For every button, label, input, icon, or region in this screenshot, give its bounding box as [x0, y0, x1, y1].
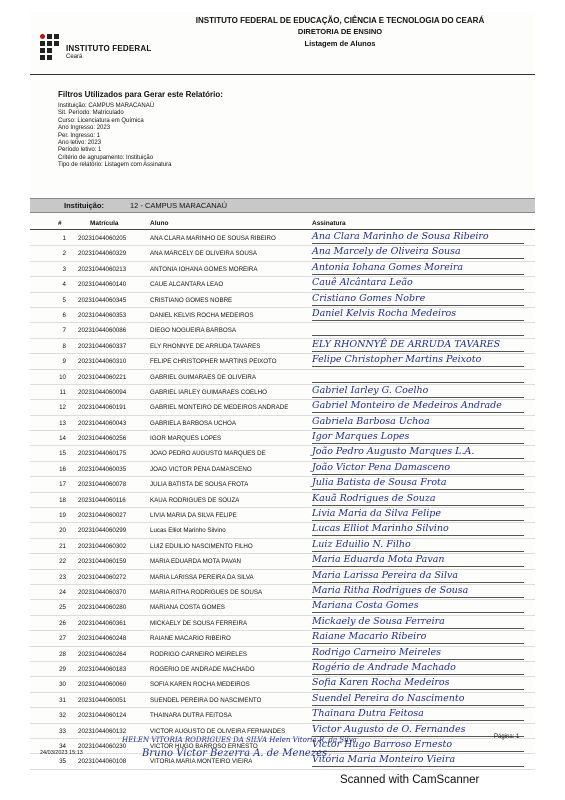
table-row: [30, 523, 535, 538]
row-student-name: GABRIEL GUIMARÃES DE OLIVEIRA: [150, 373, 257, 381]
row-signature: Thainara Dutra Feitosa: [312, 708, 424, 720]
signature-line: [312, 489, 524, 490]
table-row: [30, 693, 535, 708]
header-matricula: Matrícula: [90, 220, 119, 227]
filter-line: Ano letivo: 2023: [58, 140, 102, 147]
row-number: 3: [62, 265, 66, 273]
filter-line: Per. Ingresso: 1: [58, 132, 101, 139]
signature-line: [312, 582, 524, 583]
row-student-name: LUIZ EDUILIO NASCIMENTO FILHO: [150, 542, 253, 550]
table-row: [30, 462, 535, 477]
institution-group-bar: [30, 198, 535, 213]
row-matricula: 20231044060116: [78, 496, 126, 504]
row-student-name: JOÃO VICTOR PENA DAMASCENO: [150, 465, 252, 473]
row-number: 7: [62, 327, 66, 335]
row-matricula: 20231044060221: [78, 373, 127, 381]
table-row: [30, 677, 535, 692]
row-matricula: 20231044060124: [78, 712, 127, 720]
row-number: 8: [62, 342, 66, 350]
header-assinatura: Assinatura: [312, 220, 346, 227]
filter-line: Critério de agrupamento: Instituição: [58, 154, 154, 161]
row-matricula: 20231044060299: [78, 527, 127, 535]
row-signature: Kauã Rodrigues de Souza: [312, 492, 436, 504]
row-signature: Vitória Maria Monteiro Vieira: [312, 754, 456, 766]
row-number: 13: [59, 419, 66, 427]
row-matricula: 20231044060132: [78, 727, 127, 735]
row-signature: João Pedro Augusto Marques L.A.: [312, 446, 475, 458]
row-matricula: 20231044060302: [78, 542, 127, 550]
filter-line: Ano Ingresso: 2023: [58, 125, 111, 132]
signature-line: [312, 382, 524, 383]
row-signature: Mariana Costa Gomes: [312, 600, 419, 612]
row-signature: João Victor Pena Damasceno: [312, 461, 451, 473]
row-number: 23: [59, 573, 66, 581]
row-student-name: SOFIA KAREN ROCHA MEDEIROS: [150, 681, 250, 689]
table-row: [30, 370, 535, 385]
row-matricula: 20231044060086: [78, 327, 127, 335]
signature-line: [312, 366, 524, 367]
row-matricula: 20231044060078: [78, 481, 127, 489]
signature-line: [312, 612, 524, 613]
row-signature: Luiz Eduilio N. Filho: [312, 538, 411, 550]
row-number: 4: [62, 281, 66, 289]
row-number: 6: [62, 311, 66, 319]
row-number: 17: [59, 481, 66, 489]
print-date: 24/03/2023 15:13: [40, 750, 83, 756]
row-number: 32: [59, 712, 66, 720]
row-signature: Maria Ritha Rodrigues de Sousa: [312, 584, 469, 596]
row-number: 21: [59, 542, 66, 550]
table-row: [30, 416, 535, 431]
row-student-name: THAINARA DUTRA FEITOSA: [150, 712, 232, 720]
page-number: Página: 1: [494, 734, 520, 740]
row-matricula: 20231044060345: [78, 296, 127, 304]
row-student-name: CAUE ALCÂNTARA LEÃO: [150, 281, 224, 289]
signature-line: [312, 766, 524, 767]
table-row: [30, 493, 535, 508]
row-signature: Gabriela Barbosa Uchoa: [312, 415, 430, 427]
row-signature: Victor Augusto de O. Fernandes: [312, 723, 466, 735]
department-title: DIRETORIA DE ENSINO: [297, 27, 383, 36]
logo-mark: [40, 34, 62, 64]
row-number: 2: [62, 250, 66, 258]
signature-line: [312, 474, 524, 475]
row-student-name: DANIEL KELVIS ROCHA MEDEIROS: [150, 311, 254, 319]
row-number: 33: [59, 727, 66, 735]
extra-signature-line: Bruno Victor Bezerra A. de Menezes: [142, 748, 328, 759]
header-divider: [30, 74, 535, 75]
signature-line: [312, 335, 524, 336]
row-signature: Maria Eduarda Mota Pavan: [312, 554, 445, 566]
signature-line: [312, 505, 524, 506]
row-matricula: 20231044060353: [78, 311, 127, 319]
signature-line: [312, 720, 524, 721]
table-row: [30, 231, 535, 246]
row-number: 35: [59, 758, 66, 766]
table-row: [30, 431, 535, 446]
row-matricula: 20231044060248: [78, 635, 127, 643]
institution-label: Instituição:: [64, 201, 105, 210]
row-signature: Raiane Macario Ribeiro: [312, 631, 427, 643]
signature-line: [312, 535, 524, 536]
row-signature: Maria Larissa Pereira da Silva: [312, 569, 459, 581]
row-matricula: 20231044060213: [78, 265, 127, 273]
row-signature: Mickaely de Sousa Ferreira: [312, 615, 445, 627]
signature-line: [312, 689, 524, 690]
row-student-name: SUENDEL PEREIRA DO NASCIMENTO: [150, 696, 262, 704]
row-student-name: CRISTIANO GOMES NOBRE: [150, 296, 233, 304]
row-student-name: KAUÃ RODRIGUES DE SOUZA: [150, 496, 240, 504]
row-student-name: VICTOR HUGO BARROSO ERNESTO: [150, 742, 258, 750]
signature-line: [312, 443, 524, 444]
table-row: [30, 293, 535, 308]
table-row: [30, 277, 535, 292]
row-matricula: 20231044060035: [78, 465, 127, 473]
row-matricula: 20231044060159: [78, 558, 127, 566]
row-signature: Victor Hugo Barroso Ernesto: [312, 738, 453, 750]
table-row: [30, 446, 535, 461]
row-matricula: 20231044060230: [78, 742, 127, 750]
signature-line: [312, 289, 524, 290]
table-row: [30, 354, 535, 369]
row-student-name: MARIA LARISSA PEREIRA DA SILVA: [150, 573, 254, 581]
document-page: [30, 12, 535, 766]
row-number: 19: [59, 512, 66, 520]
row-matricula: 20231044060310: [78, 358, 127, 366]
report-title: Listagem de Alunos: [304, 39, 376, 48]
row-matricula: 20231044060051: [78, 696, 127, 704]
table-row: [30, 570, 535, 585]
row-signature: Felipe Christopher Martins Peixoto: [312, 354, 482, 366]
row-student-name: FELIPE CHRISTOPHER MARTINS PEIXOTO: [150, 358, 277, 366]
row-student-name: LIVIA MARIA DA SILVA FELIPE: [150, 512, 237, 520]
row-matricula: 20231044060329: [78, 250, 127, 258]
row-student-name: ROGÉRIO DE ANDRADE MACHADO: [150, 665, 255, 673]
row-number: 16: [59, 465, 66, 473]
table-row: [30, 246, 535, 261]
row-number: 27: [59, 635, 66, 643]
row-signature: ELY RHONNYÊ DE ARRUDA TAVARES: [312, 338, 501, 350]
filter-line: Sit. Período: Matriculado: [58, 110, 124, 117]
row-student-name: JOÃO PEDRO AUGUSTO MARQUES DE: [150, 450, 266, 458]
row-number: 5: [62, 296, 66, 304]
row-number: 30: [59, 681, 66, 689]
row-signature: Igor Marques Lopes: [312, 431, 410, 443]
signature-line: [312, 551, 524, 552]
institution-title: INSTITUTO FEDERAL DE EDUCAÇÃO, CIÊNCIA E TECNOLOGIA DO CEARÁ: [195, 16, 485, 25]
table-row: [30, 708, 535, 723]
row-matricula: 20231044060205: [78, 235, 127, 242]
signature-line: [312, 659, 524, 660]
signature-line: [312, 258, 524, 259]
row-student-name: ANA MARCELY DE OLIVEIRA SOUSA: [150, 250, 258, 258]
row-student-name: GABRIELA BARBOSA UCHOA: [150, 419, 236, 427]
row-matricula: 20231044060272: [78, 573, 127, 581]
row-matricula: 20231044060060: [78, 681, 127, 689]
row-student-name: MARIA RITHA RODRIGUES DE SOUSA: [150, 588, 263, 596]
row-number: 29: [59, 665, 66, 673]
row-student-name: GABRIEL IARLEY GUIMARÃES COELHO: [150, 388, 267, 396]
row-matricula: 20231044060280: [78, 604, 127, 612]
table-row: [30, 554, 535, 569]
row-number: 1: [62, 235, 66, 242]
row-number: 26: [59, 619, 66, 627]
table-row: [30, 662, 535, 677]
row-matricula: 20231044060027: [78, 512, 127, 520]
extra-signature-line: HELEN VITORIA RODRIGUES DA SILVA Helen Vitoria R. da Silva: [122, 736, 357, 744]
row-number: 10: [59, 373, 66, 381]
row-number: 22: [59, 558, 66, 566]
table-row: [30, 616, 535, 631]
row-student-name: MARIANA COSTA GOMES: [150, 604, 225, 612]
row-number: 20: [59, 527, 66, 535]
row-signature: Ana Marcely de Oliveira Sousa: [312, 246, 461, 258]
row-signature: Sofia Karen Rocha Medeiros: [312, 677, 450, 689]
signature-line: [312, 320, 524, 321]
filters-section: [58, 90, 498, 170]
signature-line: [312, 243, 524, 244]
row-number: 24: [59, 588, 66, 596]
row-number: 25: [59, 604, 66, 612]
row-signature: Antonia Iohana Gomes Moreira: [312, 261, 464, 273]
table-row: [30, 308, 535, 323]
table-row: [30, 647, 535, 662]
row-signature: Ana Clara Marinho de Sousa Ribeiro: [312, 231, 489, 242]
row-signature: Rodrigo Carneiro Meireles: [312, 646, 441, 658]
row-student-name: ANTONIA IOHANA GOMES MOREIRA: [150, 265, 258, 273]
table-row: [30, 508, 535, 523]
row-student-name: JULIA BATISTA DE SOUSA FROTA: [150, 481, 249, 489]
signature-line: [312, 520, 524, 521]
row-matricula: 20231044060191: [78, 404, 127, 412]
row-student-name: Lucas Elliot Marinho Silvino: [150, 527, 226, 535]
row-number: 31: [59, 696, 66, 704]
row-signature: Livia Maria da Silva Felipe: [312, 508, 441, 520]
row-matricula: 20231044060043: [78, 419, 127, 427]
row-matricula: 20231044060337: [78, 342, 127, 350]
signature-line: [312, 458, 524, 459]
row-student-name: RODRIGO CARNEIRO MEIRELES: [150, 650, 247, 658]
row-student-name: VITORIA MARIA MONTEIRO VIEIRA: [150, 758, 253, 766]
signature-line: [312, 428, 524, 429]
row-number: 9: [62, 358, 66, 366]
table-row: [30, 600, 535, 615]
row-student-name: GABRIEL MONTEIRO DE MEDEIROS ANDRADE: [150, 404, 289, 412]
row-matricula: 20231044060140: [78, 281, 127, 289]
signature-line: [312, 674, 524, 675]
signature-line: [312, 566, 524, 567]
row-signature: Cauê Alcântara Leão: [312, 277, 413, 289]
table-row: [30, 400, 535, 415]
row-matricula: 20231044060361: [78, 619, 127, 627]
institution-value: 12 - CAMPUS MARACANAÚ: [130, 201, 228, 210]
signature-line: [312, 397, 524, 398]
table-row: [30, 339, 535, 354]
row-student-name: MARIA EDUARDA MOTA PAVAN: [150, 558, 241, 566]
table-header: [30, 218, 535, 230]
row-number: 28: [59, 650, 66, 658]
row-number: 11: [59, 388, 66, 396]
row-number: 12: [59, 404, 66, 412]
table-row: [30, 539, 535, 554]
filter-line: Período letivo: 1: [58, 147, 102, 154]
table-row: [30, 631, 535, 646]
row-student-name: ELY RHONNYE DE ARRUDA TAVARES: [150, 342, 261, 350]
institution-logo: [40, 34, 150, 74]
filter-line: Tipo de relatório: Listagem com Assinatura: [58, 162, 172, 169]
row-matricula: 20231044060264: [78, 650, 127, 658]
filters-title: Filtros Utilizados para Gerar este Relatório:: [58, 90, 223, 99]
header-num: #: [58, 220, 62, 227]
table-row: [30, 585, 535, 600]
row-signature: Suendel Pereira do Nascimento: [312, 692, 465, 704]
row-signature: Lucas Elliot Marinho Silvino: [312, 523, 449, 535]
table-row: [30, 323, 535, 338]
table-row: [30, 262, 535, 277]
row-signature: Julia Batista de Sousa Frota: [312, 477, 447, 489]
row-number: 15: [59, 450, 66, 458]
signature-line: [312, 305, 524, 306]
signature-line: [312, 643, 524, 644]
row-student-name: IGOR MARQUES LOPES: [150, 435, 222, 443]
row-number: 18: [59, 496, 66, 504]
signature-line: [312, 412, 524, 413]
logo-name: INSTITUTO FEDERAL: [66, 44, 152, 53]
signature-line: [312, 597, 524, 598]
row-student-name: VICTOR AUGUSTO DE OLIVEIRA FERNANDES: [150, 727, 286, 735]
row-matricula: 20231044060183: [78, 665, 127, 673]
row-signature: Gabriel Iarley G. Coelho: [312, 384, 429, 396]
row-signature: Daniel Kelvis Rocha Medeiros: [312, 307, 457, 319]
row-student-name: RAIANE MACARIO RIBEIRO: [150, 635, 231, 643]
filter-line: Curso: Licenciatura em Química: [58, 117, 144, 124]
table-row: [30, 477, 535, 492]
logo-subtitle: Ceará: [66, 54, 83, 60]
row-student-name: ANA CLARA MARINHO DE SOUSA RIBEIRO: [150, 235, 276, 242]
header-aluno: Aluno: [150, 220, 169, 227]
row-matricula: 20231044060256: [78, 435, 127, 443]
row-signature: Gabriel Monteiro de Medeiros Andrade: [312, 400, 502, 412]
row-matricula: 20231044060108: [78, 758, 127, 766]
signature-line: [312, 705, 524, 706]
student-table: [30, 231, 535, 770]
row-matricula: 20231044060175: [78, 450, 127, 458]
report-header: [30, 12, 535, 74]
signature-line: [312, 351, 524, 352]
row-student-name: MICKAELY DE SOUSA FERREIRA: [150, 619, 248, 627]
row-signature: Rogério de Andrade Machado: [312, 661, 456, 673]
row-matricula: 20231044060370: [78, 588, 127, 596]
row-matricula: 20231044060094: [78, 388, 127, 396]
row-student-name: DIEGO NOGUEIRA BARBOSA: [150, 327, 236, 335]
signature-line: [312, 274, 524, 275]
scanner-watermark: Scanned with CamScanner: [340, 774, 480, 786]
filter-line: Instituição: CAMPUS MARACANAÚ: [58, 103, 155, 109]
row-number: 34: [59, 742, 66, 750]
row-number: 14: [59, 435, 66, 443]
row-signature: Cristiano Gomes Nobre: [312, 292, 426, 304]
table-row: [30, 385, 535, 400]
signature-line: [312, 628, 524, 629]
